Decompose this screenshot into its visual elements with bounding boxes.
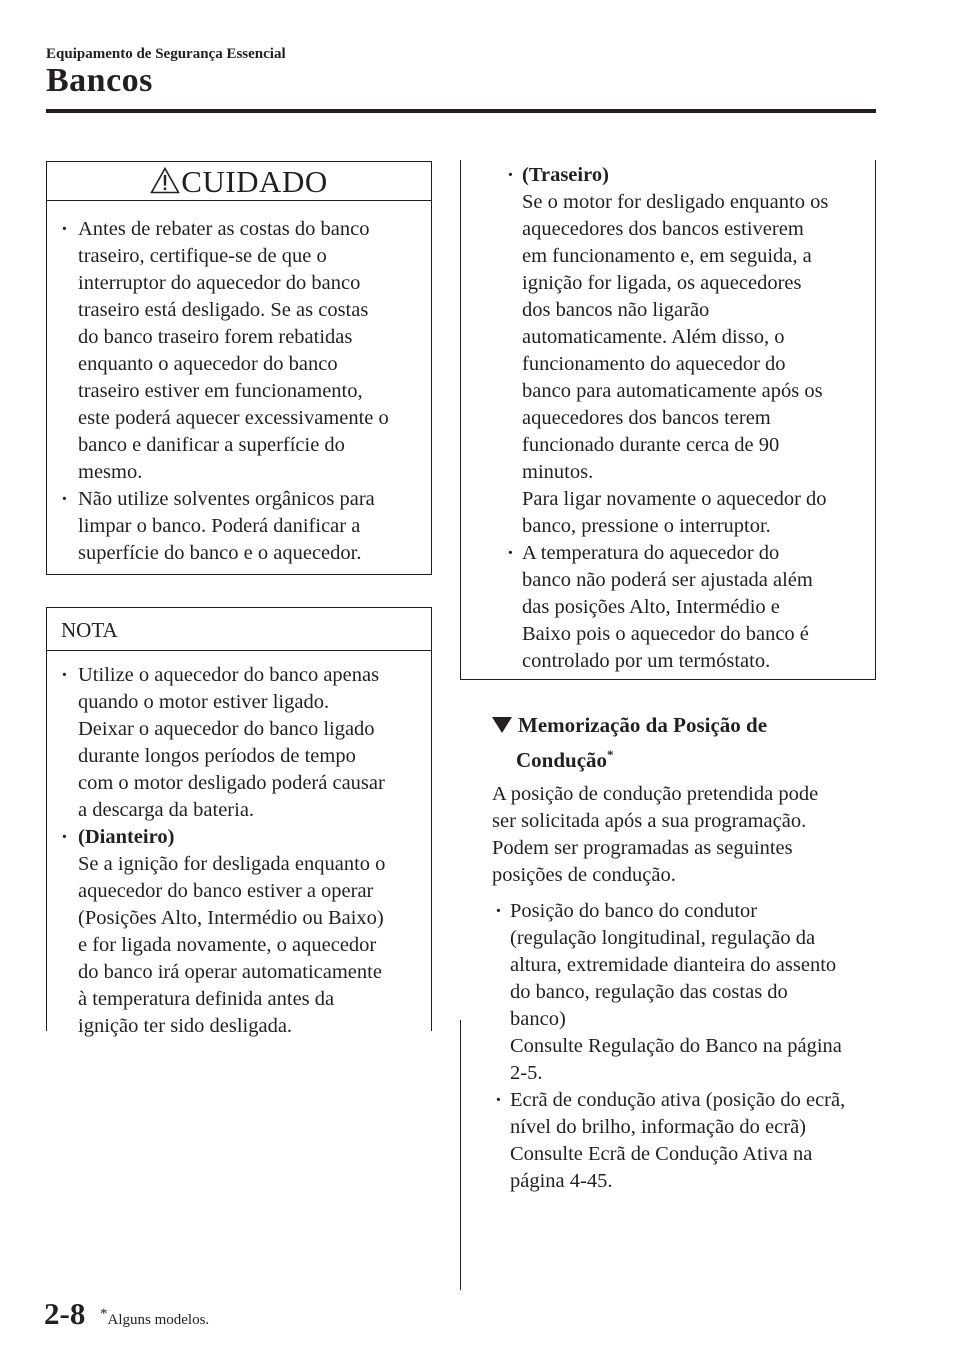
warning-icon bbox=[150, 167, 180, 194]
nota-box-continued bbox=[460, 160, 876, 680]
nota-item bbox=[47, 662, 427, 824]
text-line: quando o motor estiver ligado. bbox=[78, 691, 330, 713]
section-heading-line1: Memorização da Posição de bbox=[518, 713, 768, 737]
text-line: minutos. bbox=[522, 461, 594, 483]
text-line: página 4-45. bbox=[510, 1170, 613, 1192]
text-line: e for ligada novamente, o aquecedor bbox=[78, 934, 377, 956]
text-line: Para ligar novamente o aquecedor do bbox=[522, 488, 827, 510]
text-line: enquanto o aquecedor do banco bbox=[78, 353, 338, 375]
text-line: · Utilize o aquecedor do banco apenas bbox=[78, 664, 380, 686]
text-line: funcionamento do aquecedor do bbox=[522, 353, 786, 375]
header-rule bbox=[46, 109, 876, 113]
text-line: (regulação longitudinal, regulação da bbox=[510, 927, 816, 949]
nota-title: NOTA bbox=[47, 608, 431, 651]
text-line: este poderá aquecer excessivamente o bbox=[78, 407, 389, 429]
nota-list-continued bbox=[461, 160, 875, 675]
text-line: Se o motor for desligado enquanto os bbox=[522, 191, 829, 213]
text-line: Se a ignição for desligada enquanto o bbox=[78, 853, 386, 875]
nota-item bbox=[461, 540, 875, 675]
caution-title-bar bbox=[47, 162, 431, 201]
text-line: ignição ter sido desligada. bbox=[78, 1015, 293, 1037]
text-line: altura, extremidade dianteira do assento bbox=[510, 954, 837, 976]
text-line: A posição de condução pretendida pode bbox=[492, 783, 819, 805]
nota-list bbox=[47, 651, 431, 1040]
text-line: Consulte Ecrã de Condução Ativa na bbox=[510, 1143, 813, 1165]
text-line: das posições Alto, Intermédio e bbox=[522, 596, 780, 618]
text-line: Consulte Regulação do Banco na página bbox=[510, 1035, 842, 1057]
text-line: do banco traseiro forem rebatidas bbox=[78, 326, 353, 348]
text-line: banco para automaticamente após os bbox=[522, 380, 823, 402]
text-line: interruptor do aquecedor do banco bbox=[78, 272, 361, 294]
text-line: 2-5. bbox=[510, 1062, 543, 1084]
text-line: dos bancos não ligarão bbox=[522, 299, 710, 321]
text-line: em funcionamento e, em seguida, a bbox=[522, 245, 812, 267]
text-line: mesmo. bbox=[78, 461, 143, 483]
text-line: banco, pressione o interruptor. bbox=[522, 515, 771, 537]
text-line: superfície do banco e o aquecedor. bbox=[78, 542, 362, 564]
text-line: do banco irá operar automaticamente bbox=[78, 961, 382, 983]
text-line: Deixar o aquecedor do banco ligado bbox=[78, 718, 375, 740]
list-item bbox=[493, 898, 893, 1087]
optional-mark: * bbox=[607, 747, 614, 762]
text-line: limpar o banco. Poderá danificar a bbox=[78, 515, 361, 537]
page-number: 2-8 bbox=[44, 1296, 86, 1331]
text-line: banco e danificar a superfície do bbox=[78, 434, 345, 456]
caution-box bbox=[46, 161, 432, 575]
section-heading bbox=[492, 710, 767, 775]
footnote-mark: * bbox=[100, 1306, 108, 1322]
text-line: traseiro está desligado. Se as costas bbox=[78, 299, 369, 321]
section-heading-line2-wrap bbox=[492, 740, 767, 775]
section-header: Equipamento de Segurança Essencial bbox=[46, 46, 286, 62]
caution-item bbox=[47, 486, 425, 567]
text-line: · Não utilize solventes orgânicos para bbox=[78, 488, 375, 510]
text-line: · Antes de rebater as costas do banco bbox=[78, 218, 370, 240]
text-line: aquecedor do banco estiver a operar bbox=[78, 880, 374, 902]
text-line: com o motor desligado poderá causar bbox=[78, 772, 385, 794]
text-line: durante longos períodos de tempo bbox=[78, 745, 356, 767]
text-line: controlado por um termóstato. bbox=[522, 650, 771, 672]
text-line: a descarga da bateria. bbox=[78, 799, 255, 821]
text-line: Baixo pois o aquecedor do banco é bbox=[522, 623, 809, 645]
column-divider bbox=[460, 1020, 461, 1290]
text-line: traseiro, certifique-se de que o bbox=[78, 245, 327, 267]
list-item bbox=[493, 1087, 893, 1195]
nota-item-heading: · (Traseiro) bbox=[522, 164, 609, 186]
caution-list bbox=[47, 201, 431, 567]
text-line: à temperatura definida antes da bbox=[78, 988, 335, 1010]
text-line: automaticamente. Além disso, o bbox=[522, 326, 785, 348]
text-line: nível do brilho, informação do ecrã) bbox=[510, 1116, 806, 1138]
page-title: Bancos bbox=[46, 62, 153, 99]
text-line: Podem ser programadas as seguintes bbox=[492, 837, 793, 859]
caution-item bbox=[47, 216, 425, 486]
nota-item-heading: · (Dianteiro) bbox=[78, 826, 175, 848]
memory-positions-list bbox=[493, 898, 893, 1195]
text-line: traseiro estiver em funcionamento, bbox=[78, 380, 363, 402]
section-heading-line2: Condução bbox=[516, 748, 608, 772]
text-line: posições de condução. bbox=[492, 864, 676, 886]
text-line: · Ecrã de condução ativa (posição do ecrã, bbox=[510, 1089, 846, 1111]
text-line: ser solicitada após a sua programação. bbox=[492, 810, 807, 832]
footnote-text: Alguns modelos. bbox=[107, 1312, 210, 1328]
text-line: aquecedores dos bancos estiverem bbox=[522, 218, 804, 240]
text-line: (Posições Alto, Intermédio ou Baixo) bbox=[78, 907, 384, 929]
text-line: aquecedores dos bancos terem bbox=[522, 407, 771, 429]
footnote bbox=[100, 1306, 209, 1329]
intro-paragraph bbox=[492, 781, 882, 889]
text-line: · Posição do banco do condutor bbox=[510, 900, 758, 922]
section-triangle-icon bbox=[492, 717, 512, 733]
caution-title: CUIDADO bbox=[181, 164, 328, 199]
text-line: banco não poderá ser ajustada além bbox=[522, 569, 813, 591]
text-line: banco) bbox=[510, 1008, 566, 1030]
text-line: · A temperatura do aquecedor do bbox=[522, 542, 780, 564]
text-line: ignição for ligada, os aquecedores bbox=[522, 272, 802, 294]
nota-box bbox=[46, 607, 432, 1037]
text-line: do banco, regulação das costas do bbox=[510, 981, 788, 1003]
nota-item bbox=[47, 824, 427, 1040]
text-line: funcionado durante cerca de 90 bbox=[522, 434, 780, 456]
nota-item bbox=[461, 162, 875, 540]
